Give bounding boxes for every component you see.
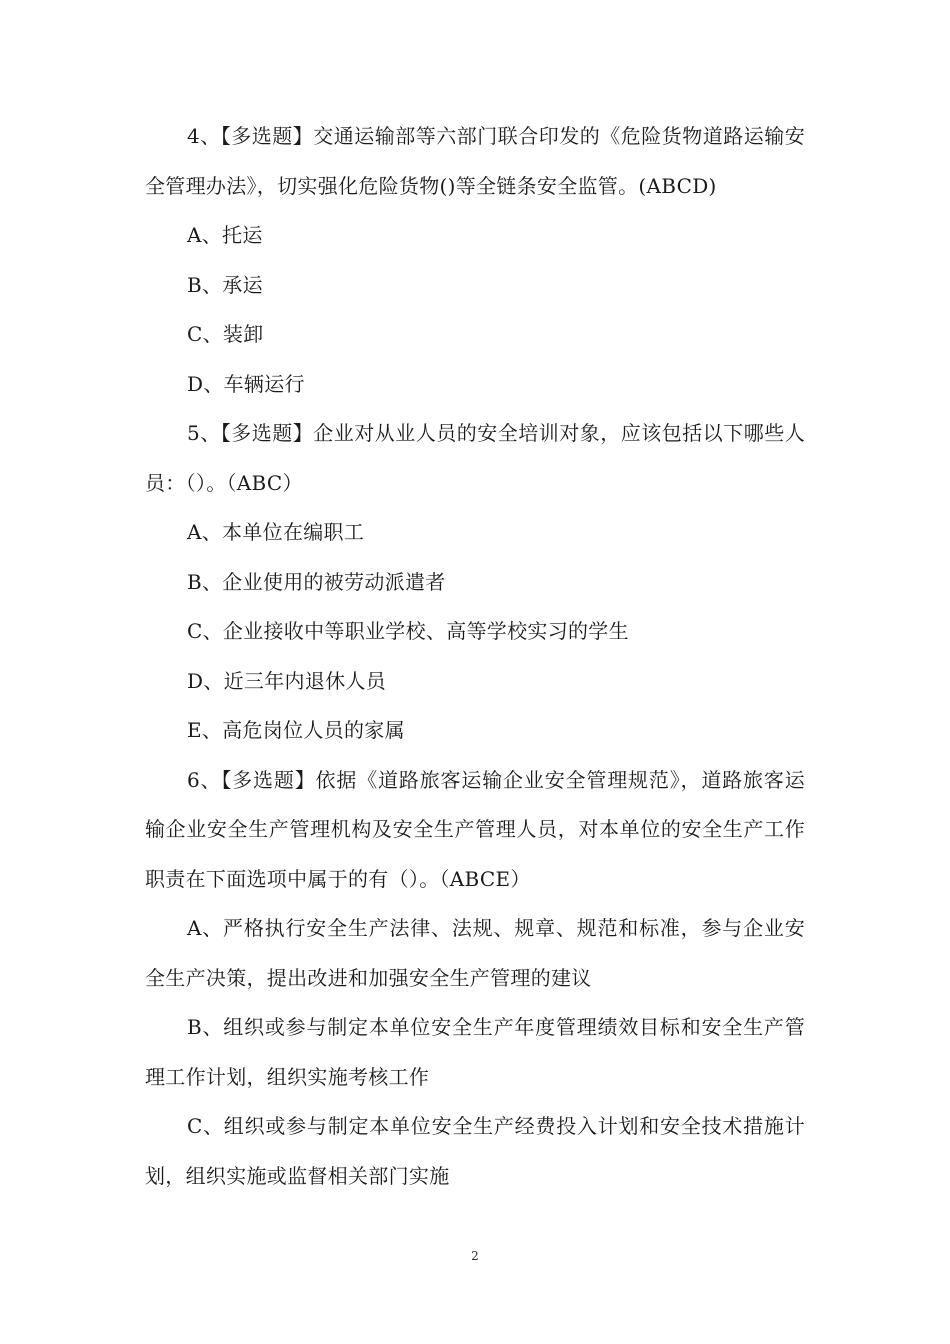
question-4-option-a: A、托运 [187,223,263,247]
question-4-option-d: D、车辆运行 [187,371,305,396]
question-6-option-b: B、组织或参与制定本单位安全生产年度管理绩效目标和安全生产管理工作计划，组织实施考核工作 [145,1015,805,1089]
question-4-option-c: C、装卸 [187,322,264,346]
question-5-option-b: B、企业使用的被劳动派遣者 [187,569,446,594]
question-5-option-c: C、企业接收中等职业学校、高等学校实习的学生 [187,619,629,643]
question-5-option-d: D、近三年内退休人员 [187,668,387,693]
question-4: 4、【多选题】交通运输部等六部门联合印发的《危险货物道路运输安全管理办法》，切实强化危险货物()等全链条安全监管。(ABCD) [145,124,805,198]
question-6-option-c: C、组织或参与制定本单位安全生产经费投入计划和安全技术措施计划，组织实施或监督相关部门实施 [145,1114,805,1188]
question-6: 6、【多选题】依据《道路旅客运输企业安全管理规范》，道路旅客运输企业安全生产管理机构及安全生产管理人员，对本单位的安全生产工作职责在下面选项中属于的有（）。（ABCE） [145,767,805,891]
question-4-option-b: B、承运 [187,272,263,297]
document-body [145,112,805,1201]
page-number: 2 [471,1249,479,1263]
question-6-option-a: A、严格执行安全生产法律、法规、规章、规范和标准，参与企业安全生产决策，提出改进和加强安全生产管理的建议 [145,916,805,990]
question-5-option-e: E、高危岗位人员的家属 [187,718,405,742]
question-5: 5、【多选题】企业对从业人员的安全培训对象，应该包括以下哪些人员：（）。（ABC） [145,421,805,495]
question-5-option-a: A、本单位在编职工 [187,520,365,544]
